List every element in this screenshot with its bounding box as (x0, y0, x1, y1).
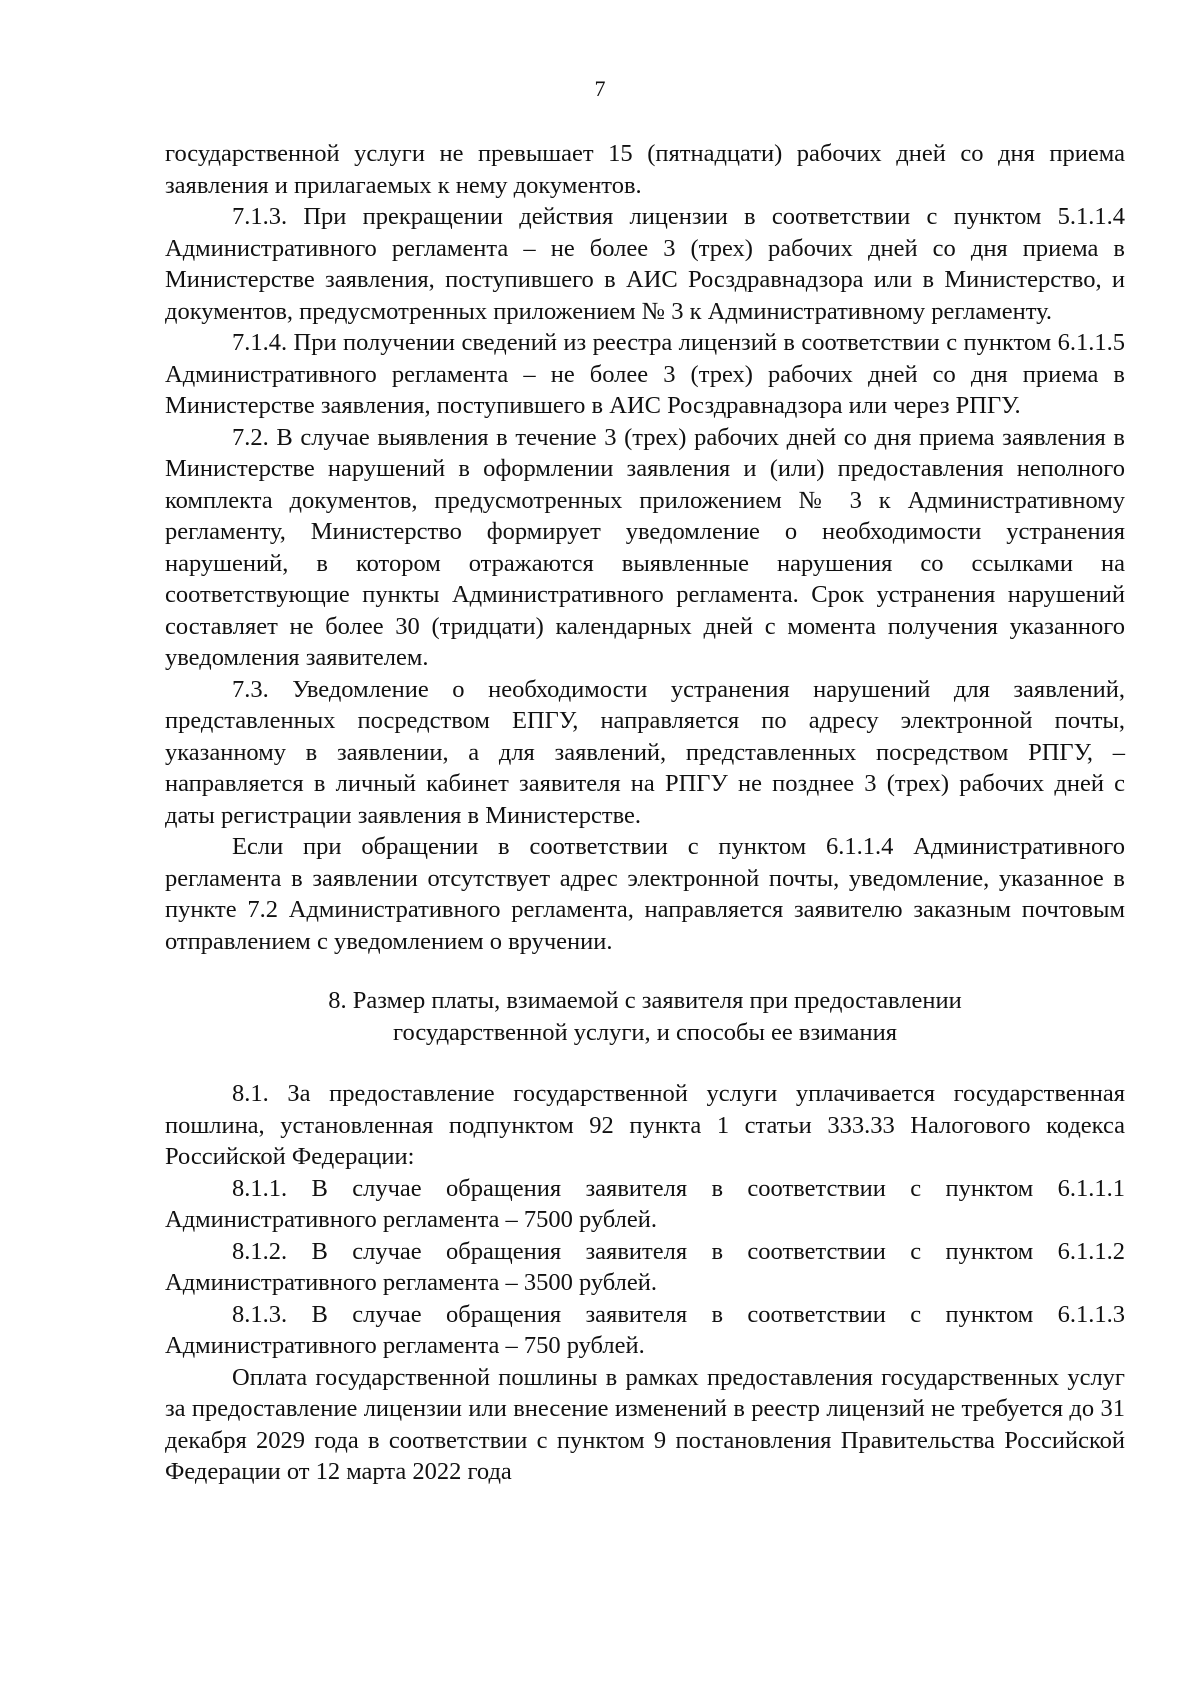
paragraph-7-3: 7.3. Уведомление о необходимости устранения нарушений для заявлений, представленных посредством ЕПГУ, направляется по адресу электронной почты, указанному в заявлении, а для заявлений, представленных посредством РПГУ, – направляется в личный кабинет заявителя на РПГУ не позднее 3 (трех) рабочих дней с даты регистрации заявления в Министерстве. (165, 675, 1125, 829)
paragraph-payment-exemption: Оплата государственной пошлины в рамках предоставления государственных услуг за предоставление лицензии или внесение изменений в реестр лицензий не требуется до 31 декабря 2029 года в соответствии с пунктом 9 постановления Правительства Российской Федерации от 12 марта 2022 года (165, 1363, 1125, 1485)
paragraph-8-1-3: 8.1.3. В случае обращения заявителя в соответствии с пунктом 6.1.1.3 Административного регламента – 750 рублей. (165, 1300, 1125, 1359)
section-heading (165, 985, 1125, 1048)
paragraph-7-3-continued: Если при обращении в соответствии с пунктом 6.1.1.4 Административного регламента в заявлении отсутствует адрес электронной почты, уведомление, указанное в пункте 7.2 Административного регламента, направляется заявителю заказным почтовым отправлением с уведомлением о вручении. (165, 833, 1125, 955)
paragraph-8-1: 8.1. За предоставление государственной услуги уплачивается государственная пошлина, установленная подпунктом 92 пункта 1 статьи 333.33 Налогового кодекса Российской Федерации: (165, 1080, 1125, 1170)
section-heading-line-2: государственной услуги, и способы ее взимания (393, 1018, 897, 1046)
paragraph: государственной услуги не превышает 15 (пятнадцати) рабочих дней со дня приема заявления и прилагаемых к нему документов. (165, 140, 1125, 199)
paragraph-7-1-3: 7.1.3. При прекращении действия лицензии в соответствии с пунктом 5.1.1.4 Административного регламента – не более 3 (трех) рабочих дней со дня приема в Министерстве заявления, поступившего в АИС Росздравнадзора или в Министерство, и документов, предусмотренных приложением № 3 к Административному регламенту. (165, 203, 1125, 325)
document-body (165, 138, 1125, 1488)
section-heading-line-1: 8. Размер платы, взимаемой с заявителя при предоставлении (328, 987, 962, 1014)
paragraph-7-2: 7.2. В случае выявления в течение 3 (трех) рабочих дней со дня приема заявления в Министерстве нарушений в оформлении заявления и (или) предоставления неполного комплекта документов, предусмотренных приложением № 3 к Административному регламенту, Министерство формирует уведомление о необходимости устранения нарушений, в котором отражаются выявленные нарушения со ссылками на соответствующие пункты Административного регламента. Срок устранения нарушений составляет не более 30 (тридцати) календарных дней с момента получения указанного уведомления заявителем. (165, 423, 1125, 671)
paragraph-7-1-4: 7.1.4. При получении сведений из реестра лицензий в соответствии с пунктом 6.1.1.5 Административного регламента – не более 3 (трех) рабочих дней со дня приема в Министерстве заявления, поступившего в АИС Росздравнадзора или через РПГУ. (165, 329, 1125, 419)
paragraph-8-1-2: 8.1.2. В случае обращения заявителя в соответствии с пунктом 6.1.1.2 Административного регламента – 3500 рублей. (165, 1237, 1125, 1296)
page-number: 7 (594, 76, 606, 101)
paragraph-8-1-1: 8.1.1. В случае обращения заявителя в соответствии с пунктом 6.1.1.1 Административного регламента – 7500 рублей. (165, 1174, 1125, 1233)
